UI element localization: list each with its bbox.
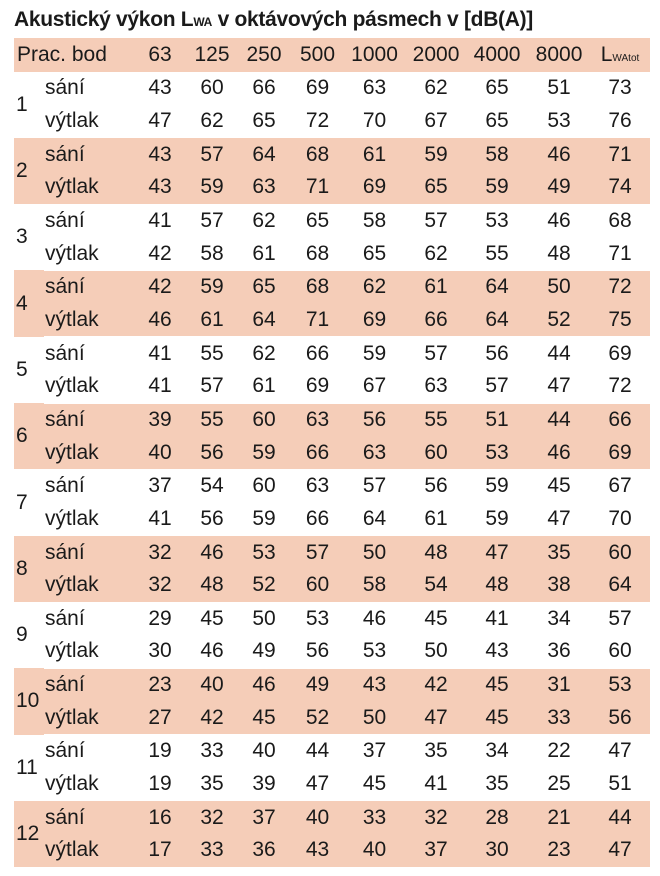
band-value-cell: 59 — [236, 436, 292, 469]
band-value-cell: 67 — [343, 370, 406, 403]
band-value-cell: 46 — [362, 606, 387, 630]
band-value-cell: 68 — [292, 270, 343, 303]
total-value-cell: 60 — [590, 635, 650, 668]
band-value-cell: 66 — [406, 304, 466, 337]
band-value-cell: 67 — [406, 105, 466, 138]
band-value-cell: 56 — [485, 341, 509, 365]
intake-label: sání — [45, 474, 85, 498]
band-value-cell: 41 — [132, 370, 188, 403]
band-value-cell: 43 — [466, 635, 528, 668]
operating-point-number: 12 — [14, 801, 44, 867]
band-value-cell: 19 — [132, 768, 188, 801]
header-band: 1000 — [343, 38, 406, 72]
band-value-cell: 44 — [305, 739, 330, 763]
band-value-cell: 40 — [343, 834, 406, 867]
table-row — [14, 701, 650, 734]
band-value-cell: 39 — [132, 403, 188, 436]
band-value-cell: 30 — [466, 834, 528, 867]
table-title — [14, 2, 533, 38]
band-value-cell: 32 — [132, 569, 188, 602]
band-value-cell: 37 — [406, 834, 466, 867]
band-value-cell: 57 — [424, 208, 448, 232]
band-value-cell: 35 — [466, 768, 528, 801]
band-value-cell: 47 — [466, 536, 528, 569]
band-value-cell: 58 — [466, 138, 528, 171]
operating-point-number: 11 — [16, 755, 38, 779]
intake-label: sání — [45, 341, 85, 365]
header-band: 500 — [292, 38, 343, 72]
band-value-cell: 49 — [236, 635, 292, 668]
total-value-cell: 60 — [590, 536, 650, 569]
header-total-subscript: WAtot — [612, 53, 640, 64]
total-value-cell: 47 — [608, 739, 632, 763]
discharge-label: výtlak — [44, 370, 132, 403]
band-value-cell: 68 — [292, 237, 343, 270]
band-value-cell: 54 — [406, 569, 466, 602]
intake-label: sání — [45, 208, 85, 232]
intake-label: sání — [44, 801, 132, 834]
total-value-cell: 69 — [608, 341, 632, 365]
band-value-cell: 33 — [188, 834, 236, 867]
total-value-cell: 76 — [590, 105, 650, 138]
band-value-cell: 60 — [200, 76, 224, 100]
band-value-cell: 51 — [547, 76, 571, 100]
band-value-cell: 59 — [466, 171, 528, 204]
band-value-cell: 63 — [305, 474, 330, 498]
band-value-cell: 25 — [528, 768, 590, 801]
table-row — [14, 403, 650, 436]
operating-point-number: 2 — [14, 138, 44, 204]
band-value-cell: 48 — [406, 536, 466, 569]
band-value-cell: 52 — [292, 701, 343, 734]
total-value-cell: 66 — [590, 403, 650, 436]
table-row — [14, 138, 650, 171]
band-value-cell: 40 — [132, 436, 188, 469]
band-value-cell: 45 — [236, 701, 292, 734]
band-value-cell: 46 — [188, 635, 236, 668]
band-value-cell: 63 — [362, 76, 387, 100]
band-value-cell: 66 — [292, 503, 343, 536]
discharge-label: výtlak — [44, 503, 132, 536]
band-value-cell: 60 — [236, 403, 292, 436]
total-value-cell: 73 — [608, 76, 632, 100]
table-row — [14, 801, 650, 834]
header-band: 4000 — [466, 38, 528, 72]
band-value-cell: 53 — [236, 536, 292, 569]
band-value-cell: 21 — [528, 801, 590, 834]
band-value-cell: 45 — [466, 668, 528, 701]
band-value-cell: 46 — [528, 436, 590, 469]
band-value-cell: 54 — [200, 474, 224, 498]
band-value-cell: 30 — [132, 635, 188, 668]
operating-point-number: 9 — [16, 623, 28, 647]
band-value-cell: 47 — [132, 105, 188, 138]
band-value-cell: 38 — [528, 569, 590, 602]
band-value-cell: 59 — [188, 270, 236, 303]
band-value-cell: 53 — [485, 208, 509, 232]
band-value-cell: 53 — [305, 606, 330, 630]
band-value-cell: 64 — [466, 304, 528, 337]
band-value-cell: 31 — [528, 668, 590, 701]
band-value-cell: 35 — [528, 536, 590, 569]
table-row — [14, 370, 650, 403]
total-value-cell: 51 — [590, 768, 650, 801]
band-value-cell: 65 — [236, 270, 292, 303]
band-value-cell: 42 — [132, 270, 188, 303]
band-value-cell: 65 — [466, 105, 528, 138]
band-value-cell: 49 — [292, 668, 343, 701]
table-header-row — [14, 38, 650, 72]
total-value-cell: 67 — [608, 474, 632, 498]
band-value-cell: 45 — [547, 474, 571, 498]
band-value-cell: 42 — [406, 668, 466, 701]
band-value-cell: 27 — [132, 701, 188, 734]
band-value-cell: 63 — [406, 370, 466, 403]
band-value-cell: 62 — [252, 341, 276, 365]
table-row — [14, 735, 650, 768]
band-value-cell: 46 — [528, 138, 590, 171]
band-value-cell: 46 — [188, 536, 236, 569]
band-value-cell: 29 — [148, 606, 172, 630]
table-row — [14, 469, 650, 502]
total-value-cell: 75 — [590, 304, 650, 337]
table-row — [14, 105, 650, 138]
band-value-cell: 68 — [292, 138, 343, 171]
operating-point-number: 7 — [16, 490, 28, 514]
band-value-cell: 46 — [236, 668, 292, 701]
band-value-cell: 52 — [528, 304, 590, 337]
band-value-cell: 63 — [292, 403, 343, 436]
band-value-cell: 55 — [466, 237, 528, 270]
band-value-cell: 57 — [188, 138, 236, 171]
table-row — [14, 503, 650, 536]
band-value-cell: 37 — [236, 801, 292, 834]
band-value-cell: 60 — [252, 474, 276, 498]
table-row — [14, 834, 650, 867]
total-value-cell: 44 — [590, 801, 650, 834]
band-value-cell: 41 — [148, 341, 172, 365]
band-value-cell: 17 — [132, 834, 188, 867]
band-value-cell: 49 — [528, 171, 590, 204]
intake-label: sání — [44, 403, 132, 436]
band-value-cell: 42 — [132, 237, 188, 270]
band-value-cell: 33 — [528, 701, 590, 734]
band-value-cell: 71 — [292, 171, 343, 204]
discharge-label: výtlak — [44, 768, 132, 801]
band-value-cell: 59 — [236, 503, 292, 536]
band-value-cell: 48 — [188, 569, 236, 602]
band-value-cell: 72 — [292, 105, 343, 138]
band-value-cell: 57 — [424, 341, 448, 365]
intake-label: sání — [45, 739, 85, 763]
band-value-cell: 28 — [466, 801, 528, 834]
band-value-cell: 64 — [236, 138, 292, 171]
operating-point-number: 6 — [14, 403, 44, 469]
band-value-cell: 58 — [188, 237, 236, 270]
band-value-cell: 57 — [466, 370, 528, 403]
band-value-cell: 69 — [305, 76, 330, 100]
band-value-cell: 59 — [466, 503, 528, 536]
band-value-cell: 69 — [343, 171, 406, 204]
band-value-cell: 62 — [424, 76, 448, 100]
band-value-cell: 57 — [200, 208, 224, 232]
table-row — [14, 72, 650, 105]
total-value-cell: 71 — [590, 237, 650, 270]
band-value-cell: 61 — [343, 138, 406, 171]
table-row — [14, 768, 650, 801]
band-value-cell: 40 — [188, 668, 236, 701]
band-value-cell: 56 — [424, 474, 448, 498]
total-value-cell: 53 — [590, 668, 650, 701]
band-value-cell: 59 — [406, 138, 466, 171]
band-value-cell: 43 — [343, 668, 406, 701]
total-value-cell: 74 — [590, 171, 650, 204]
band-value-cell: 65 — [305, 208, 330, 232]
discharge-label: výtlak — [44, 436, 132, 469]
intake-label: sání — [44, 668, 132, 701]
total-value-cell: 64 — [590, 569, 650, 602]
band-value-cell: 61 — [236, 370, 292, 403]
band-value-cell: 65 — [236, 105, 292, 138]
band-value-cell: 60 — [406, 436, 466, 469]
band-value-cell: 57 — [292, 536, 343, 569]
band-value-cell: 45 — [424, 606, 448, 630]
header-band: 125 — [188, 38, 236, 72]
header-band: 8000 — [528, 38, 590, 72]
title-prefix: Akustický výkon L — [14, 8, 194, 31]
band-value-cell: 41 — [148, 208, 172, 232]
band-value-cell: 42 — [188, 701, 236, 734]
band-value-cell: 34 — [547, 606, 571, 630]
table-row — [14, 536, 650, 569]
band-value-cell: 60 — [292, 569, 343, 602]
band-value-cell: 46 — [132, 304, 188, 337]
band-value-cell: 47 — [528, 370, 590, 403]
band-value-cell: 65 — [485, 76, 509, 100]
operating-point-number: 3 — [16, 225, 28, 249]
band-value-cell: 66 — [292, 436, 343, 469]
band-value-cell: 69 — [292, 370, 343, 403]
band-value-cell: 45 — [343, 768, 406, 801]
total-value-cell: 70 — [590, 503, 650, 536]
band-value-cell: 56 — [188, 436, 236, 469]
band-value-cell: 56 — [292, 635, 343, 668]
discharge-label: výtlak — [44, 171, 132, 204]
band-value-cell: 35 — [424, 739, 448, 763]
band-value-cell: 66 — [305, 341, 330, 365]
intake-label: sání — [45, 76, 85, 100]
band-value-cell: 50 — [343, 701, 406, 734]
band-value-cell: 61 — [188, 304, 236, 337]
title-subscript: WA — [193, 15, 213, 29]
band-value-cell: 46 — [547, 208, 571, 232]
table-row — [14, 569, 650, 602]
band-value-cell: 16 — [132, 801, 188, 834]
band-value-cell: 59 — [485, 474, 509, 498]
table-row — [14, 237, 650, 270]
band-value-cell: 35 — [188, 768, 236, 801]
acoustic-power-table — [14, 38, 650, 868]
band-value-cell: 36 — [236, 834, 292, 867]
band-value-cell: 33 — [200, 739, 224, 763]
operating-point-number: 5 — [16, 357, 28, 381]
band-value-cell: 19 — [148, 739, 172, 763]
table-row — [14, 602, 650, 635]
band-value-cell: 47 — [528, 503, 590, 536]
band-value-cell: 64 — [343, 503, 406, 536]
discharge-label: výtlak — [44, 635, 132, 668]
band-value-cell: 63 — [343, 436, 406, 469]
band-value-cell: 55 — [188, 403, 236, 436]
table-row — [14, 171, 650, 204]
band-value-cell: 58 — [362, 208, 387, 232]
discharge-label: výtlak — [44, 304, 132, 337]
band-value-cell: 58 — [343, 569, 406, 602]
band-value-cell: 65 — [343, 237, 406, 270]
band-value-cell: 41 — [132, 503, 188, 536]
band-value-cell: 43 — [132, 138, 188, 171]
band-value-cell: 53 — [343, 635, 406, 668]
total-value-cell: 57 — [608, 606, 632, 630]
band-value-cell: 40 — [292, 801, 343, 834]
band-value-cell: 51 — [466, 403, 528, 436]
discharge-label: výtlak — [44, 237, 132, 270]
band-value-cell: 64 — [466, 270, 528, 303]
intake-label: sání — [45, 606, 85, 630]
band-value-cell: 61 — [406, 503, 466, 536]
band-value-cell: 43 — [132, 171, 188, 204]
band-value-cell: 57 — [188, 370, 236, 403]
intake-label: sání — [44, 536, 132, 569]
band-value-cell: 32 — [406, 801, 466, 834]
band-value-cell: 36 — [528, 635, 590, 668]
band-value-cell: 47 — [406, 701, 466, 734]
intake-label: sání — [44, 138, 132, 171]
band-value-cell: 56 — [188, 503, 236, 536]
total-value-cell: 71 — [590, 138, 650, 171]
table-row — [14, 668, 650, 701]
band-value-cell: 63 — [236, 171, 292, 204]
band-value-cell: 53 — [528, 105, 590, 138]
total-value-cell: 69 — [590, 436, 650, 469]
band-value-cell: 40 — [252, 739, 276, 763]
band-value-cell: 69 — [343, 304, 406, 337]
band-value-cell: 45 — [466, 701, 528, 734]
header-band: 2000 — [406, 38, 466, 72]
total-value-cell: 47 — [590, 834, 650, 867]
band-value-cell: 50 — [406, 635, 466, 668]
discharge-label: výtlak — [44, 105, 132, 138]
band-value-cell: 70 — [343, 105, 406, 138]
band-value-cell: 23 — [528, 834, 590, 867]
band-value-cell: 59 — [188, 171, 236, 204]
band-value-cell: 61 — [406, 270, 466, 303]
band-value-cell: 37 — [148, 474, 172, 498]
band-value-cell: 65 — [406, 171, 466, 204]
band-value-cell: 62 — [252, 208, 276, 232]
band-value-cell: 43 — [292, 834, 343, 867]
total-value-cell: 68 — [608, 208, 632, 232]
band-value-cell: 61 — [236, 237, 292, 270]
total-value-cell: 72 — [590, 270, 650, 303]
band-value-cell: 34 — [485, 739, 509, 763]
operating-point-number: 1 — [16, 92, 28, 116]
header-band: 63 — [132, 38, 188, 72]
band-value-cell: 62 — [343, 270, 406, 303]
header-total — [590, 38, 650, 72]
discharge-label: výtlak — [44, 834, 132, 867]
band-value-cell: 55 — [200, 341, 224, 365]
band-value-cell: 32 — [188, 801, 236, 834]
band-value-cell: 32 — [132, 536, 188, 569]
band-value-cell: 59 — [362, 341, 387, 365]
band-value-cell: 56 — [343, 403, 406, 436]
band-value-cell: 50 — [252, 606, 276, 630]
operating-point-number: 10 — [14, 668, 44, 734]
intake-label: sání — [44, 270, 132, 303]
band-value-cell: 64 — [236, 304, 292, 337]
table-row — [14, 304, 650, 337]
band-value-cell: 23 — [132, 668, 188, 701]
total-value-cell: 72 — [590, 370, 650, 403]
discharge-label: výtlak — [44, 569, 132, 602]
band-value-cell: 44 — [528, 403, 590, 436]
band-value-cell: 43 — [148, 76, 172, 100]
band-value-cell: 39 — [236, 768, 292, 801]
band-value-cell: 37 — [362, 739, 387, 763]
title-suffix: v oktávových pásmech v [dB(A)] — [212, 8, 534, 31]
band-value-cell: 48 — [528, 237, 590, 270]
header-band: 250 — [236, 38, 292, 72]
operating-point-number: 4 — [14, 270, 44, 336]
header-total-main: L — [600, 43, 613, 66]
band-value-cell: 48 — [466, 569, 528, 602]
table-row — [14, 270, 650, 303]
band-value-cell: 41 — [485, 606, 509, 630]
band-value-cell: 62 — [406, 237, 466, 270]
band-value-cell: 50 — [343, 536, 406, 569]
band-value-cell: 52 — [236, 569, 292, 602]
band-value-cell: 55 — [406, 403, 466, 436]
band-value-cell: 71 — [292, 304, 343, 337]
table-row — [14, 635, 650, 668]
operating-point-number: 8 — [14, 536, 44, 602]
band-value-cell: 47 — [292, 768, 343, 801]
band-value-cell: 33 — [343, 801, 406, 834]
discharge-label: výtlak — [44, 701, 132, 734]
band-value-cell: 22 — [547, 739, 571, 763]
band-value-cell: 50 — [528, 270, 590, 303]
band-value-cell: 53 — [466, 436, 528, 469]
band-value-cell: 57 — [362, 474, 387, 498]
header-operating-point: Prac. bod — [14, 38, 132, 72]
total-value-cell: 56 — [590, 701, 650, 734]
band-value-cell: 41 — [406, 768, 466, 801]
band-value-cell: 44 — [547, 341, 571, 365]
table-row — [14, 204, 650, 237]
table-row — [14, 436, 650, 469]
table-row — [14, 337, 650, 370]
band-value-cell: 66 — [252, 76, 276, 100]
band-value-cell: 62 — [188, 105, 236, 138]
band-value-cell: 45 — [200, 606, 224, 630]
